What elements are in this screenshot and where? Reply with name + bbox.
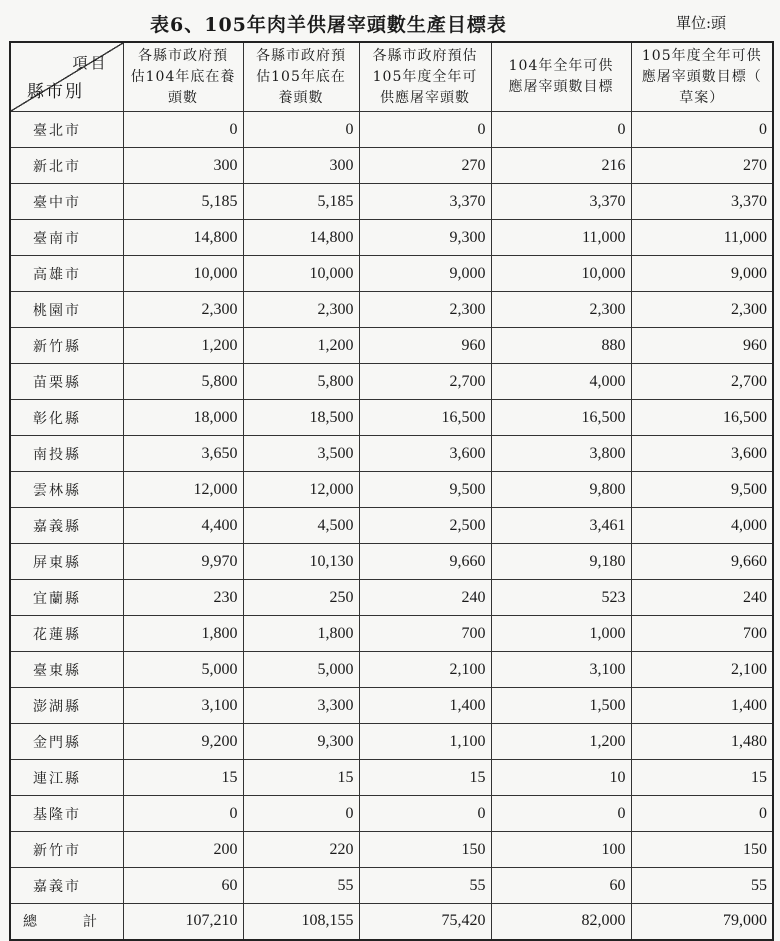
table-cell: 2,300 — [123, 292, 243, 328]
table-row — [10, 796, 773, 832]
county-name: 嘉義縣 — [10, 508, 123, 544]
table-cell: 0 — [359, 796, 491, 832]
table-cell: 9,660 — [359, 544, 491, 580]
column-header: 104年全年可供 應屠宰頭數目標 — [491, 42, 631, 112]
table-cell: 2,300 — [359, 292, 491, 328]
table-cell: 12,000 — [243, 472, 359, 508]
table-cell: 9,000 — [359, 256, 491, 292]
table-row — [10, 256, 773, 292]
table-cell: 9,500 — [631, 472, 773, 508]
table-cell: 11,000 — [491, 220, 631, 256]
table-cell: 1,200 — [491, 724, 631, 760]
table-cell: 300 — [123, 148, 243, 184]
table-cell: 9,800 — [491, 472, 631, 508]
table-cell: 1,480 — [631, 724, 773, 760]
table-cell: 18,500 — [243, 400, 359, 436]
table-cell: 12,000 — [123, 472, 243, 508]
table-cell: 250 — [243, 580, 359, 616]
table-cell: 15 — [359, 760, 491, 796]
table-cell: 2,300 — [631, 292, 773, 328]
table-row — [10, 688, 773, 724]
table-cell: 960 — [631, 328, 773, 364]
table-row — [10, 220, 773, 256]
table-row — [10, 652, 773, 688]
table-row — [10, 112, 773, 148]
county-name: 屏東縣 — [10, 544, 123, 580]
total-row — [10, 904, 773, 940]
county-name: 新北市 — [10, 148, 123, 184]
county-name: 苗栗縣 — [10, 364, 123, 400]
table-cell: 0 — [243, 796, 359, 832]
table-cell: 200 — [123, 832, 243, 868]
total-label-cell — [10, 904, 123, 940]
total-label-first: 總 — [23, 914, 39, 931]
table-cell: 11,000 — [631, 220, 773, 256]
table-cell: 4,000 — [631, 508, 773, 544]
table-cell: 14,800 — [123, 220, 243, 256]
table-cell: 9,500 — [359, 472, 491, 508]
table-cell: 60 — [123, 868, 243, 904]
table-cell: 16,500 — [631, 400, 773, 436]
table-cell: 5,000 — [123, 652, 243, 688]
table-cell: 10,000 — [491, 256, 631, 292]
table-cell: 9,200 — [123, 724, 243, 760]
table-cell: 15 — [123, 760, 243, 796]
table-cell: 3,370 — [631, 184, 773, 220]
table-row — [10, 328, 773, 364]
county-name: 臺中市 — [10, 184, 123, 220]
table-cell: 1,400 — [631, 688, 773, 724]
table-cell: 0 — [123, 796, 243, 832]
county-name: 雲林縣 — [10, 472, 123, 508]
table-cell: 5,800 — [123, 364, 243, 400]
table-cell: 150 — [359, 832, 491, 868]
table-cell: 15 — [243, 760, 359, 796]
table-cell: 150 — [631, 832, 773, 868]
table-cell: 0 — [631, 112, 773, 148]
table-row — [10, 436, 773, 472]
county-name: 臺南市 — [10, 220, 123, 256]
table-cell: 220 — [243, 832, 359, 868]
corner-item-label: 項目 — [72, 54, 109, 72]
table-cell: 5,185 — [243, 184, 359, 220]
table-cell: 10 — [491, 760, 631, 796]
table-cell: 230 — [123, 580, 243, 616]
table-cell: 5,000 — [243, 652, 359, 688]
table-cell: 2,300 — [491, 292, 631, 328]
table-cell: 4,500 — [243, 508, 359, 544]
table-cell: 700 — [631, 616, 773, 652]
table-cell: 5,800 — [243, 364, 359, 400]
table-cell: 9,180 — [491, 544, 631, 580]
table-cell: 240 — [631, 580, 773, 616]
county-name: 嘉義市 — [10, 868, 123, 904]
table-cell: 2,700 — [359, 364, 491, 400]
column-header: 各縣市政府預 估104年底在養 頭數 — [123, 42, 243, 112]
table-cell: 14,800 — [243, 220, 359, 256]
county-name: 新竹市 — [10, 832, 123, 868]
county-name: 彰化縣 — [10, 400, 123, 436]
table-cell: 15 — [631, 760, 773, 796]
county-name: 新竹縣 — [10, 328, 123, 364]
table-cell: 1,800 — [243, 616, 359, 652]
table-cell: 216 — [491, 148, 631, 184]
table-cell: 4,000 — [491, 364, 631, 400]
table-row — [10, 472, 773, 508]
table-cell: 5,185 — [123, 184, 243, 220]
production-target-table — [9, 41, 774, 941]
table-cell: 2,700 — [631, 364, 773, 400]
table-cell: 0 — [631, 796, 773, 832]
table-cell: 2,300 — [243, 292, 359, 328]
table-cell: 0 — [491, 796, 631, 832]
table-cell: 240 — [359, 580, 491, 616]
table-cell: 1,400 — [359, 688, 491, 724]
table-cell: 55 — [359, 868, 491, 904]
county-name: 南投縣 — [10, 436, 123, 472]
table-cell: 60 — [491, 868, 631, 904]
table-cell: 9,660 — [631, 544, 773, 580]
table-cell: 880 — [491, 328, 631, 364]
table-row — [10, 580, 773, 616]
table-cell: 3,600 — [631, 436, 773, 472]
table-cell: 100 — [491, 832, 631, 868]
table-cell: 2,500 — [359, 508, 491, 544]
total-label-second: 計 — [83, 914, 99, 931]
table-cell: 9,000 — [631, 256, 773, 292]
table-cell: 9,300 — [243, 724, 359, 760]
table-cell: 3,370 — [491, 184, 631, 220]
table-cell: 300 — [243, 148, 359, 184]
table-cell: 18,000 — [123, 400, 243, 436]
table-row — [10, 544, 773, 580]
table-cell: 3,600 — [359, 436, 491, 472]
table-cell: 1,200 — [123, 328, 243, 364]
table-row — [10, 508, 773, 544]
corner-county-label: 縣市別 — [27, 82, 84, 102]
county-name: 澎湖縣 — [10, 688, 123, 724]
table-cell: 3,461 — [491, 508, 631, 544]
total-cell: 79,000 — [631, 904, 773, 940]
table-cell: 270 — [631, 148, 773, 184]
table-cell: 3,500 — [243, 436, 359, 472]
county-name: 宜蘭縣 — [10, 580, 123, 616]
table-cell: 1,800 — [123, 616, 243, 652]
total-cell: 82,000 — [491, 904, 631, 940]
column-header: 各縣市政府預估 105年度全年可 供應屠宰頭數 — [359, 42, 491, 112]
total-cell: 107,210 — [123, 904, 243, 940]
table-cell: 9,300 — [359, 220, 491, 256]
table-row — [10, 832, 773, 868]
table-cell: 960 — [359, 328, 491, 364]
table-cell: 1,200 — [243, 328, 359, 364]
table-row — [10, 760, 773, 796]
county-name: 基隆市 — [10, 796, 123, 832]
table-cell: 0 — [123, 112, 243, 148]
column-header: 各縣市政府預 估105年底在 養頭數 — [243, 42, 359, 112]
table-cell: 523 — [491, 580, 631, 616]
table-cell: 3,100 — [123, 688, 243, 724]
table-cell: 16,500 — [359, 400, 491, 436]
table-cell: 3,370 — [359, 184, 491, 220]
table-cell: 3,650 — [123, 436, 243, 472]
table-row — [10, 868, 773, 904]
table-cell: 1,100 — [359, 724, 491, 760]
table-cell: 270 — [359, 148, 491, 184]
county-name: 連江縣 — [10, 760, 123, 796]
table-cell: 10,130 — [243, 544, 359, 580]
table-row — [10, 148, 773, 184]
table-cell: 1,000 — [491, 616, 631, 652]
county-name: 高雄市 — [10, 256, 123, 292]
header-row — [10, 42, 773, 112]
table-cell: 2,100 — [359, 652, 491, 688]
table-cell: 700 — [359, 616, 491, 652]
table-cell: 3,300 — [243, 688, 359, 724]
total-cell: 75,420 — [359, 904, 491, 940]
table-row — [10, 616, 773, 652]
table-cell: 10,000 — [123, 256, 243, 292]
table-row — [10, 364, 773, 400]
corner-header-cell — [10, 42, 123, 112]
table-cell: 16,500 — [491, 400, 631, 436]
table-cell: 55 — [243, 868, 359, 904]
county-name: 臺東縣 — [10, 652, 123, 688]
page-title: 表6、105年肉羊供屠宰頭數生產目標表 — [150, 14, 507, 36]
table-cell: 2,100 — [631, 652, 773, 688]
table-cell: 0 — [243, 112, 359, 148]
table-cell: 0 — [359, 112, 491, 148]
table-cell: 4,400 — [123, 508, 243, 544]
table-cell: 10,000 — [243, 256, 359, 292]
table-cell: 3,100 — [491, 652, 631, 688]
table-row — [10, 292, 773, 328]
unit-label: 單位:頭 — [676, 14, 727, 32]
table-row — [10, 724, 773, 760]
total-cell: 108,155 — [243, 904, 359, 940]
table-cell: 0 — [491, 112, 631, 148]
table-row — [10, 184, 773, 220]
table-row — [10, 400, 773, 436]
county-name: 花蓮縣 — [10, 616, 123, 652]
table-cell: 3,800 — [491, 436, 631, 472]
county-name: 臺北市 — [10, 112, 123, 148]
table-cell: 1,500 — [491, 688, 631, 724]
column-header: 105年度全年可供 應屠宰頭數目標（ 草案） — [631, 42, 773, 112]
county-name: 金門縣 — [10, 724, 123, 760]
table-cell: 9,970 — [123, 544, 243, 580]
table-cell: 55 — [631, 868, 773, 904]
county-name: 桃園市 — [10, 292, 123, 328]
